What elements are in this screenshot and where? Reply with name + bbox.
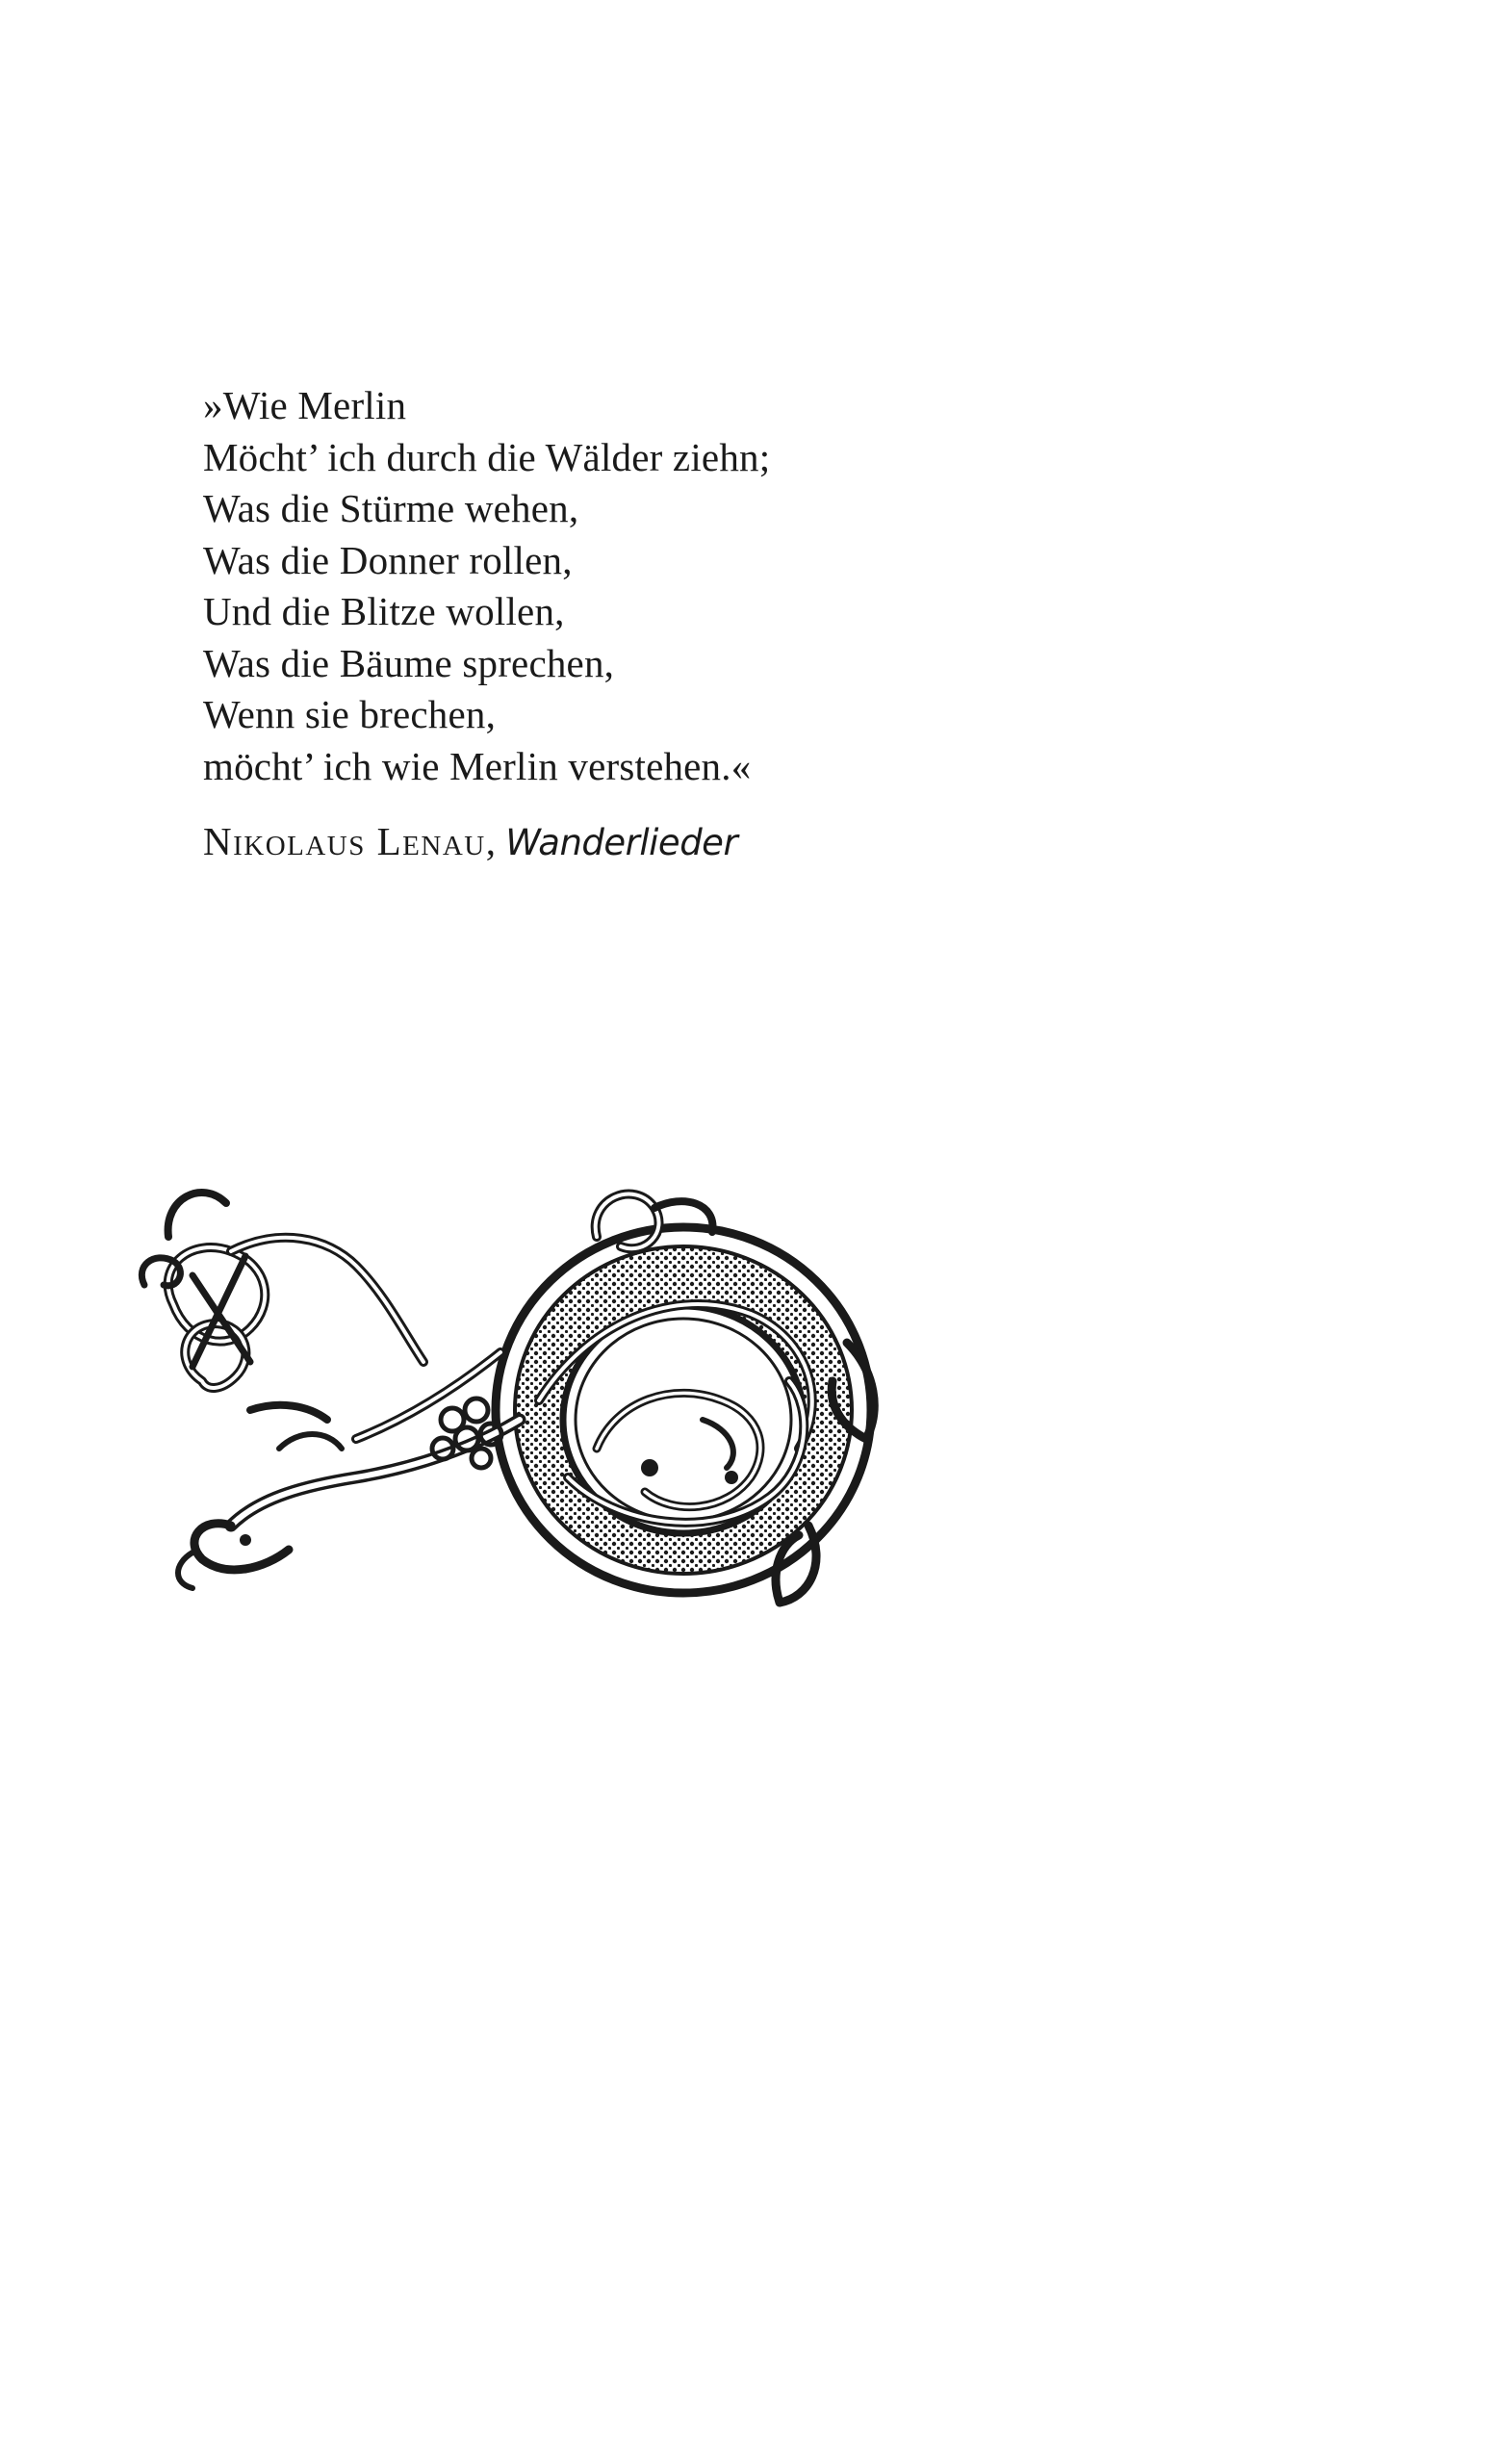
attribution-separator: , bbox=[485, 819, 506, 863]
poem-line: Wenn sie brechen, bbox=[203, 692, 497, 736]
work-title: Wanderlieder bbox=[505, 822, 738, 863]
poem bbox=[203, 380, 1262, 792]
poem-line: Möcht’ ich durch die Wälder ziehn; bbox=[203, 434, 771, 479]
poem-line: möcht’ ich wie Merlin verstehen.« bbox=[203, 743, 752, 788]
author-name: Nikolaus Lenau bbox=[203, 819, 486, 863]
poem-line: Was die Bäume sprechen, bbox=[203, 640, 615, 685]
poem-line: Was die Stürme wehen, bbox=[203, 486, 579, 530]
epigraph bbox=[203, 380, 1262, 868]
poem-line: Was die Donner rollen, bbox=[203, 537, 573, 582]
poem-line: Und die Blitze wollen, bbox=[203, 589, 565, 633]
attribution bbox=[203, 816, 1262, 868]
celtic-knotwork-beast-icon bbox=[135, 1160, 885, 1612]
poem-line: »Wie Merlin bbox=[203, 383, 407, 427]
